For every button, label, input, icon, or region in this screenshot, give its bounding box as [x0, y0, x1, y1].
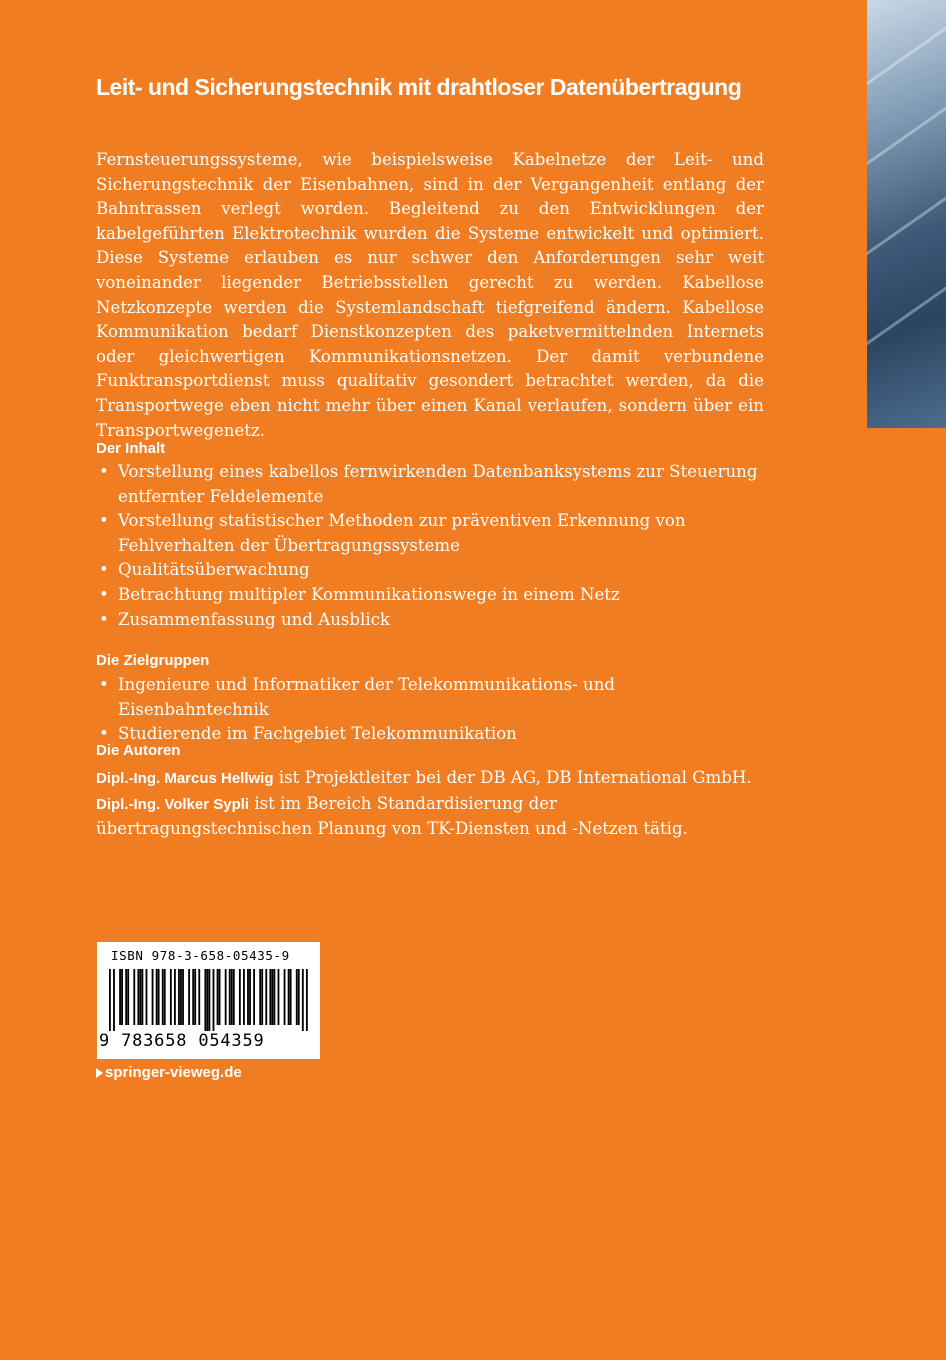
list-item: • Betrachtung multipler Kommunikationswege in einem Netz — [96, 583, 764, 608]
barcode-bar — [119, 969, 121, 1025]
author-entry — [96, 766, 776, 792]
barcode-bar — [302, 969, 304, 1031]
intro-paragraph: Fernsteuerungssysteme, wie beispielsweise Kabelnetze der Leit- und Sicherungstechnik der Eisenbahnen, sind in der Vergangenheit entlang der Bahntrassen verlegt worden. Begleitend zu den Entwicklungen der kabelgeführten Elektrotechnik wurden die Systeme entwickelt und optimiert. Diese Systeme erlauben es nur schwer den Anforderungen sehr weit voneinander liegender Betriebsstellen gerecht zu werden. Kabellose Netzkonzepte werden die Systemlandschaft tiefgreifend ändern. Kabellose Kommunikation bedarf Dienstkonzepten des paketvermittelnden Internets oder gleichwertigen Kommunikationsnetzen. Der damit verbundene Funktransportdienst muss qualitativ gesondert betrachtet werden, da die Transportwege eben nicht mehr über einen Kanal verlaufen, sondern über ein Transportwegenetz. — [96, 150, 764, 440]
barcode-bar — [229, 969, 231, 1025]
barcode-bar — [188, 969, 190, 1025]
barcode-bar — [164, 969, 166, 1025]
barcode-bar — [269, 969, 271, 1025]
barcode-bar — [261, 969, 263, 1025]
barcode-bar — [273, 969, 275, 1025]
barcode-bars — [109, 969, 308, 1031]
barcode-bar — [113, 969, 115, 1031]
barcode-bar — [243, 969, 245, 1025]
author-bio: ist im Bereich Standardisierung der übertragungstechnischen Planung von TK-Diensten und -Netzen tätig. — [96, 793, 688, 839]
barcode-bar — [225, 969, 227, 1025]
publisher-link[interactable] — [96, 1064, 242, 1081]
barcode-bar — [278, 969, 280, 1025]
barcode-bar — [162, 969, 164, 1025]
barcode-bar — [194, 969, 196, 1025]
author-name: Dipl.-Ing. Marcus Hellwig — [96, 770, 274, 787]
barcode-bar — [127, 969, 129, 1025]
list-item: • Zusammenfassung und Ausblick — [96, 608, 764, 633]
barcode-bar — [198, 969, 200, 1025]
barcode-bar — [296, 969, 298, 1025]
arrow-right-icon — [96, 1068, 103, 1078]
barcode-bar — [298, 969, 300, 1025]
barcode-bar — [209, 969, 211, 1031]
barcode-bar — [290, 969, 292, 1025]
zielgruppen-heading: Die Zielgruppen — [96, 652, 210, 669]
barcode-bar — [178, 969, 180, 1025]
inhalt-list — [96, 460, 764, 632]
barcode-bar — [217, 969, 219, 1025]
author-bio: ist Projektleiter bei der DB AG, DB International GmbH. — [273, 768, 752, 787]
barcode-bar — [247, 969, 249, 1025]
authors-block — [96, 766, 776, 842]
barcode-bar — [271, 969, 273, 1025]
publisher-url: springer-vieweg.de — [105, 1064, 242, 1081]
zielgruppen-list — [96, 673, 764, 747]
barcode-bar — [182, 969, 184, 1025]
list-item: • Vorstellung eines kabellos fernwirkenden Datenbanksystems zur Steuerung entfernter Feldelemente — [96, 460, 764, 509]
barcode-bar — [133, 969, 135, 1025]
barcode-bar — [146, 969, 148, 1025]
cover-image-strip — [867, 0, 946, 428]
barcode-bar — [152, 969, 154, 1025]
barcode-bar — [174, 969, 176, 1025]
barcode-bar — [249, 969, 251, 1025]
barcode-bar — [109, 969, 111, 1031]
isbn-barcode — [97, 942, 320, 1059]
author-name: Dipl.-Ing. Volker Sypli — [96, 795, 250, 813]
barcode-bar — [192, 969, 194, 1025]
list-item: • Studierende im Fachgebiet Telekommunikation — [96, 722, 764, 747]
barcode-bar — [204, 969, 206, 1031]
barcode-bar — [306, 969, 308, 1031]
inhalt-heading: Der Inhalt — [96, 440, 166, 457]
barcode-bar — [206, 969, 208, 1031]
barcode-bar — [253, 969, 255, 1025]
barcode-bar — [170, 969, 172, 1025]
barcode-bar — [231, 969, 233, 1025]
author-entry — [96, 792, 776, 842]
barcode-bar — [288, 969, 290, 1025]
barcode-bar — [219, 969, 221, 1025]
list-item: • Ingenieure und Informatiker der Telekommunikations- und Eisenbahntechnik — [96, 673, 764, 722]
barcode-bar — [156, 969, 158, 1025]
barcode-bar — [121, 969, 123, 1025]
barcode-digits: 9 783658 054359 — [99, 1031, 265, 1051]
barcode-bar — [141, 969, 143, 1025]
barcode-bar — [233, 969, 235, 1025]
barcode-bar — [158, 969, 160, 1025]
barcode-bar — [284, 969, 286, 1025]
isbn-number: ISBN 978-3-658-05435-9 — [111, 948, 290, 963]
barcode-bar — [259, 969, 261, 1025]
barcode-bar — [180, 969, 182, 1025]
barcode-bar — [125, 969, 127, 1025]
barcode-bar — [265, 969, 267, 1025]
barcode-bar — [239, 969, 241, 1025]
autoren-heading: Die Autoren — [96, 742, 181, 759]
barcode-bar — [137, 969, 139, 1025]
barcode-bar — [213, 969, 215, 1031]
book-title: Leit- und Sicherungstechnik mit drahtloser Datenübertragung — [96, 74, 742, 100]
list-item: • Qualitätsüberwachung — [96, 558, 764, 583]
barcode-bar — [139, 969, 141, 1025]
list-item: • Vorstellung statistischer Methoden zur präventiven Erkennung von Fehlverhalten der Übertragungssysteme — [96, 509, 764, 558]
